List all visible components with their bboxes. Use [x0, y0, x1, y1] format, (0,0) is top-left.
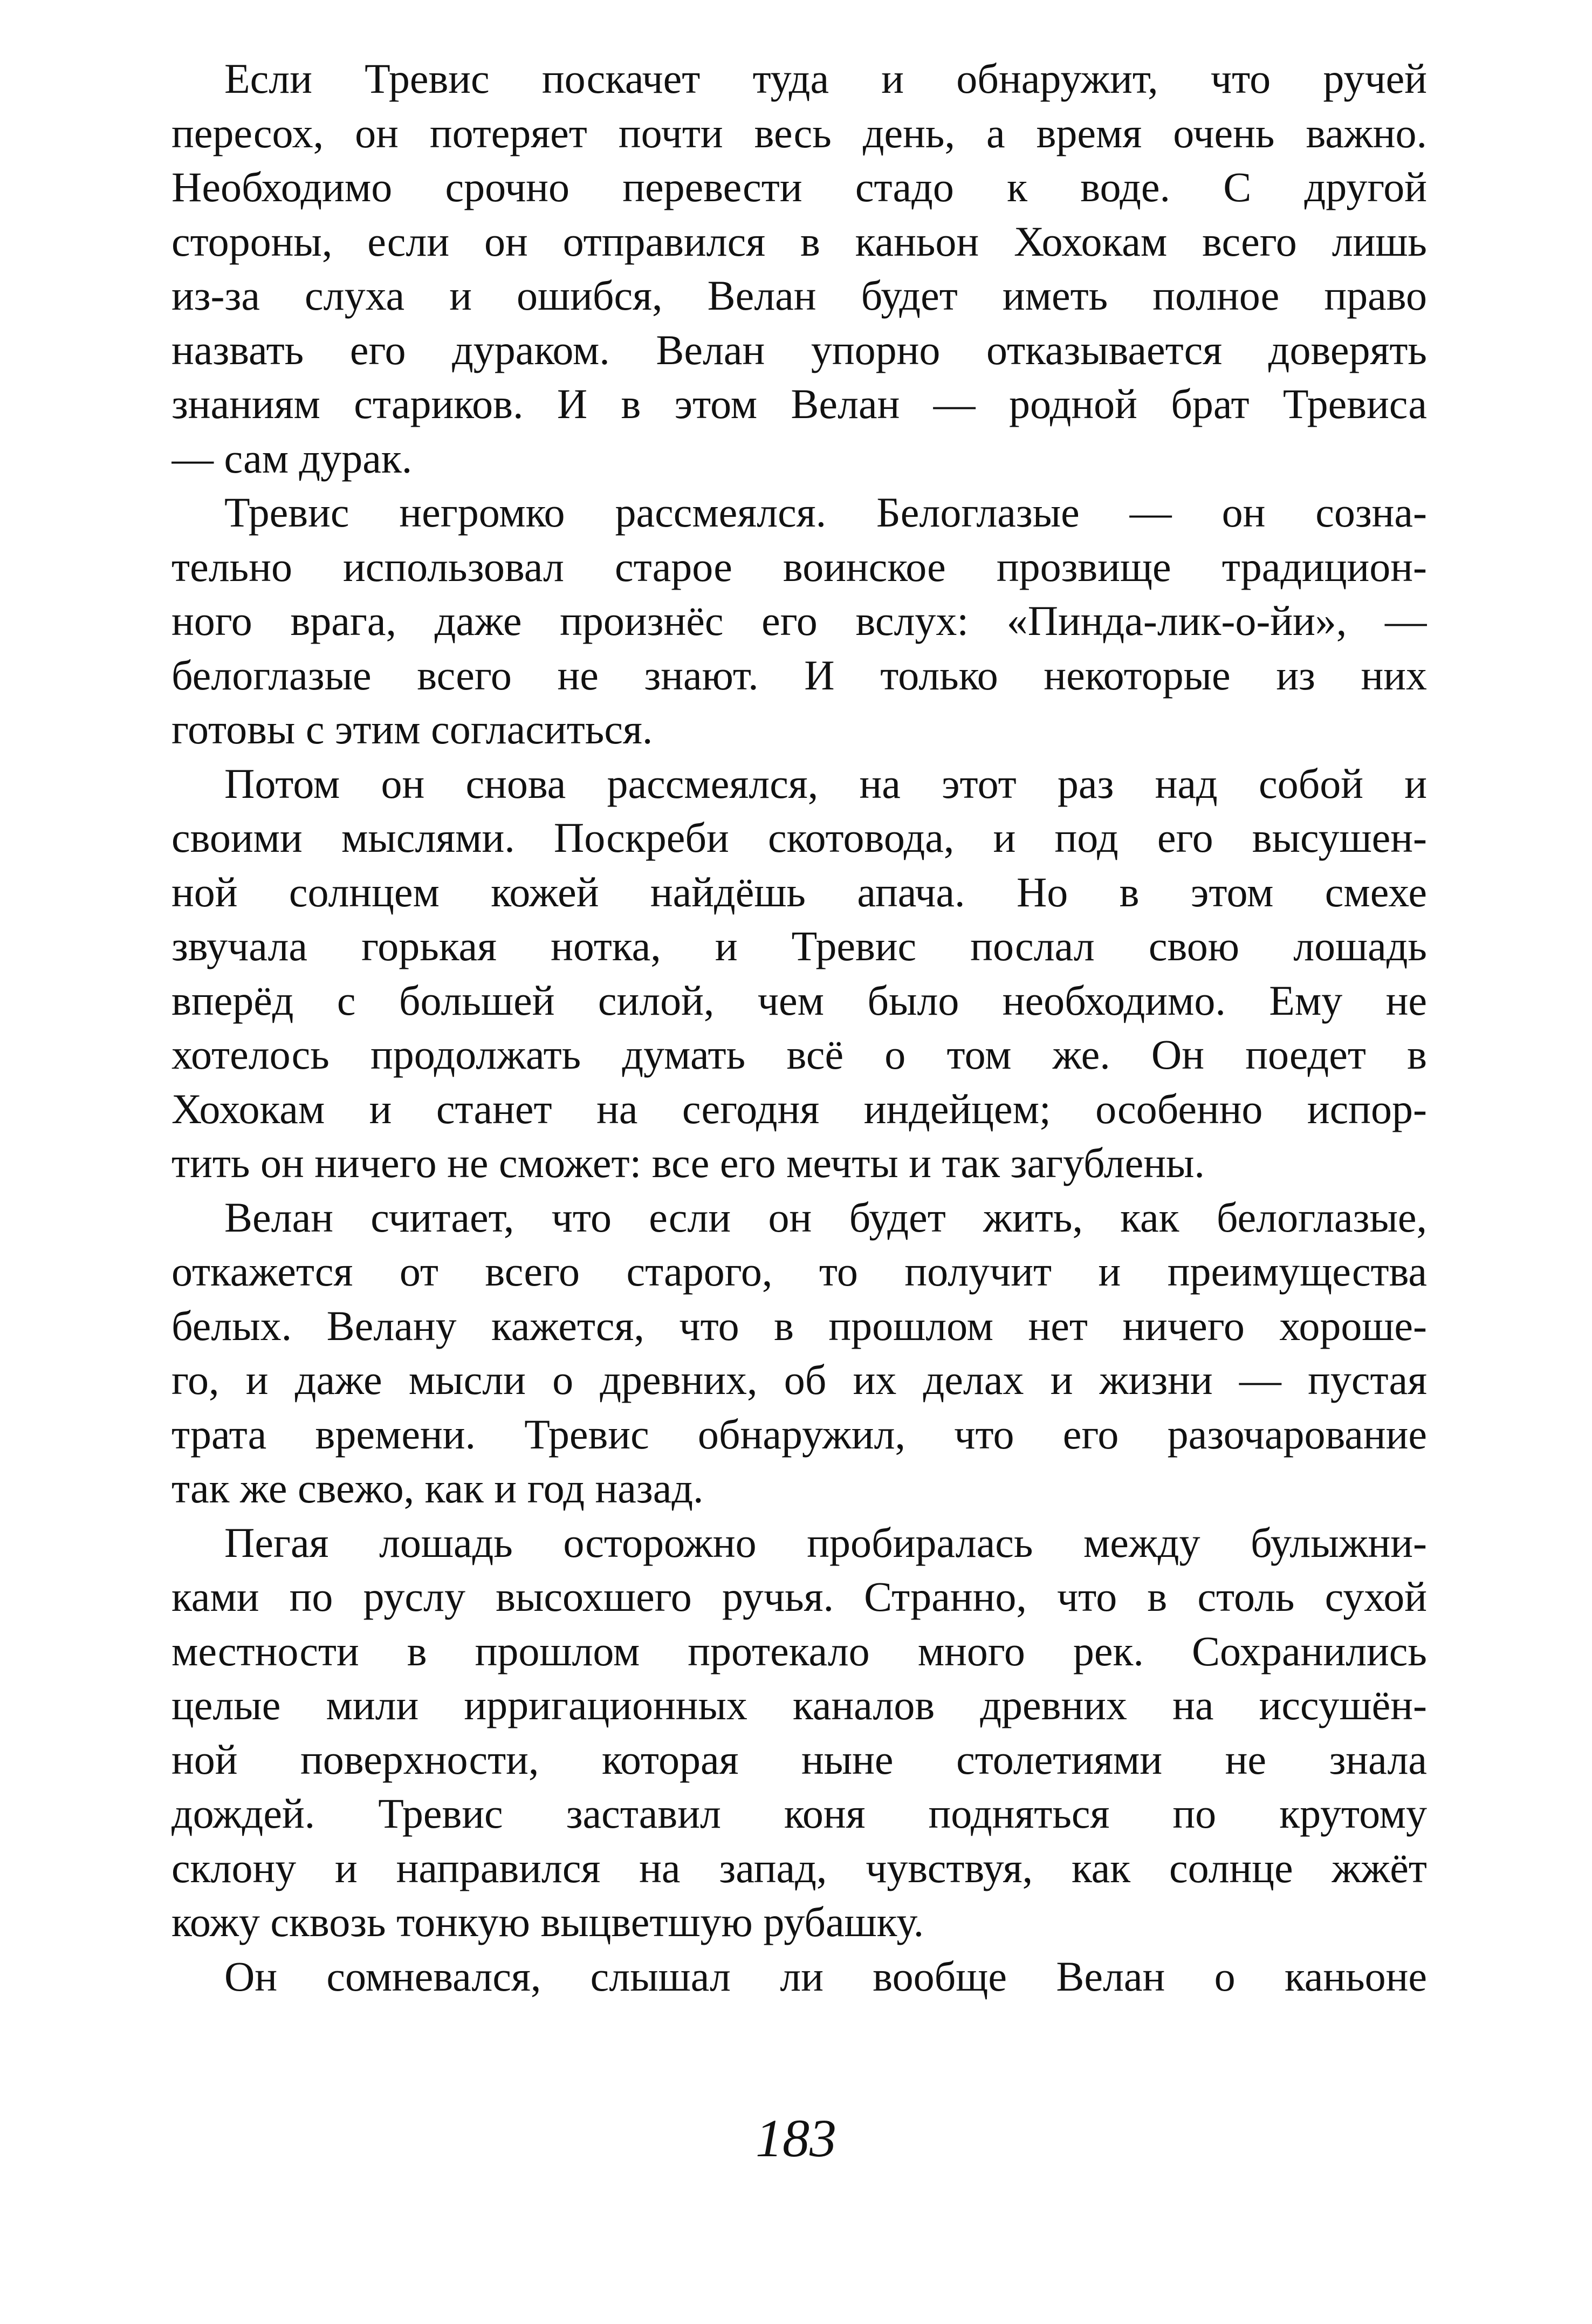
text-line: Велан считает, что если он будет жить, как белоглазые,	[224, 1193, 1427, 1241]
text-line: своими мыслями. Поскреби скотовода, и под его высушен-	[171, 814, 1427, 861]
text-line: Потом он снова рассмеялся, на этот раз над собой и	[224, 760, 1427, 807]
text-line: тить он ничего не сможет: все его мечты и так загублены.	[171, 1139, 1205, 1186]
text-line: из-за слуха и ошибся, Велан будет иметь полное право	[171, 272, 1427, 319]
text-line: дождей. Тревис заставил коня подняться по крутому	[171, 1790, 1427, 1837]
text-line: — сам дурак.	[171, 434, 413, 482]
text-line: так же свежо, как и год назад.	[171, 1465, 704, 1512]
text-line: готовы с этим согласиться.	[171, 706, 653, 753]
text-line: ной поверхности, которая ныне столетиями не знала	[171, 1735, 1427, 1783]
text-line: звучала горькая нотка, и Тревис послал свою лошадь	[171, 922, 1427, 969]
page-text	[171, 52, 1427, 2004]
text-line: кожу сквозь тонкую выцветшую рубашку.	[171, 1898, 924, 1945]
page-number: 183	[756, 2108, 836, 2168]
text-line: вперёд с большей силой, чем было необходимо. Ему не	[171, 976, 1427, 1024]
text-line: белых. Велану кажется, что в прошлом нет ничего хороше-	[171, 1302, 1427, 1349]
paragraph	[171, 1516, 1427, 1950]
text-line: Необходимо срочно перевести стадо к воде. С другой	[171, 163, 1427, 210]
text-line: местности в прошлом протекало много рек. Сохранились	[171, 1627, 1427, 1674]
text-line: Хохокам и станет на сегодня индейцем; особенно испор-	[171, 1085, 1427, 1132]
text-line: ного врага, даже произнёс его вслух: «Пинда-лик-о-йи», —	[171, 597, 1427, 644]
text-line: Тревис негромко рассмеялся. Белоглазые — он созна-	[224, 489, 1427, 536]
text-line: ками по руслу высохшего ручья. Странно, что в столь сухой	[171, 1573, 1427, 1620]
text-line: трата времени. Тревис обнаружил, что его разочарование	[171, 1410, 1427, 1458]
paragraph	[171, 486, 1427, 757]
text-line: тельно использовал старое воинское прозвище традицион-	[171, 543, 1427, 590]
text-line: хотелось продолжать думать всё о том же. Он поедет в	[171, 1031, 1427, 1078]
text-line: целые мили ирригационных каналов древних на иссушён-	[171, 1682, 1427, 1728]
text-line: пересох, он потеряет почти весь день, а время очень важно.	[171, 109, 1427, 156]
text-line: Если Тревис поскачет туда и обнаружит, что ручей	[224, 55, 1427, 102]
text-line: го, и даже мысли о древних, об их делах и жизни — пустая	[171, 1356, 1427, 1403]
text-line: ной солнцем кожей найдёшь апача. Но в этом смехе	[171, 868, 1427, 915]
text-line: знаниям стариков. И в этом Велан — родной брат Тревиса	[171, 380, 1427, 427]
paragraph	[171, 1191, 1427, 1516]
text-line: белоглазые всего не знают. И только некоторые из них	[171, 651, 1427, 699]
text-line: Он сомневался, слышал ли вообще Велан о каньоне	[224, 1952, 1427, 2000]
text-line: Пегая лошадь осторожно пробиралась между булыжни-	[224, 1519, 1427, 1566]
paragraph	[171, 1950, 1427, 2004]
paragraph	[171, 52, 1427, 486]
text-line: назвать его дураком. Велан упорно отказывается доверять	[171, 326, 1427, 373]
paragraph	[171, 757, 1427, 1191]
text-line: стороны, если он отправился в каньон Хохокам всего лишь	[171, 217, 1427, 265]
text-line: склону и направился на запад, чувствуя, как солнце жжёт	[171, 1844, 1427, 1891]
text-line: откажется от всего старого, то получит и преимущества	[171, 1248, 1427, 1295]
